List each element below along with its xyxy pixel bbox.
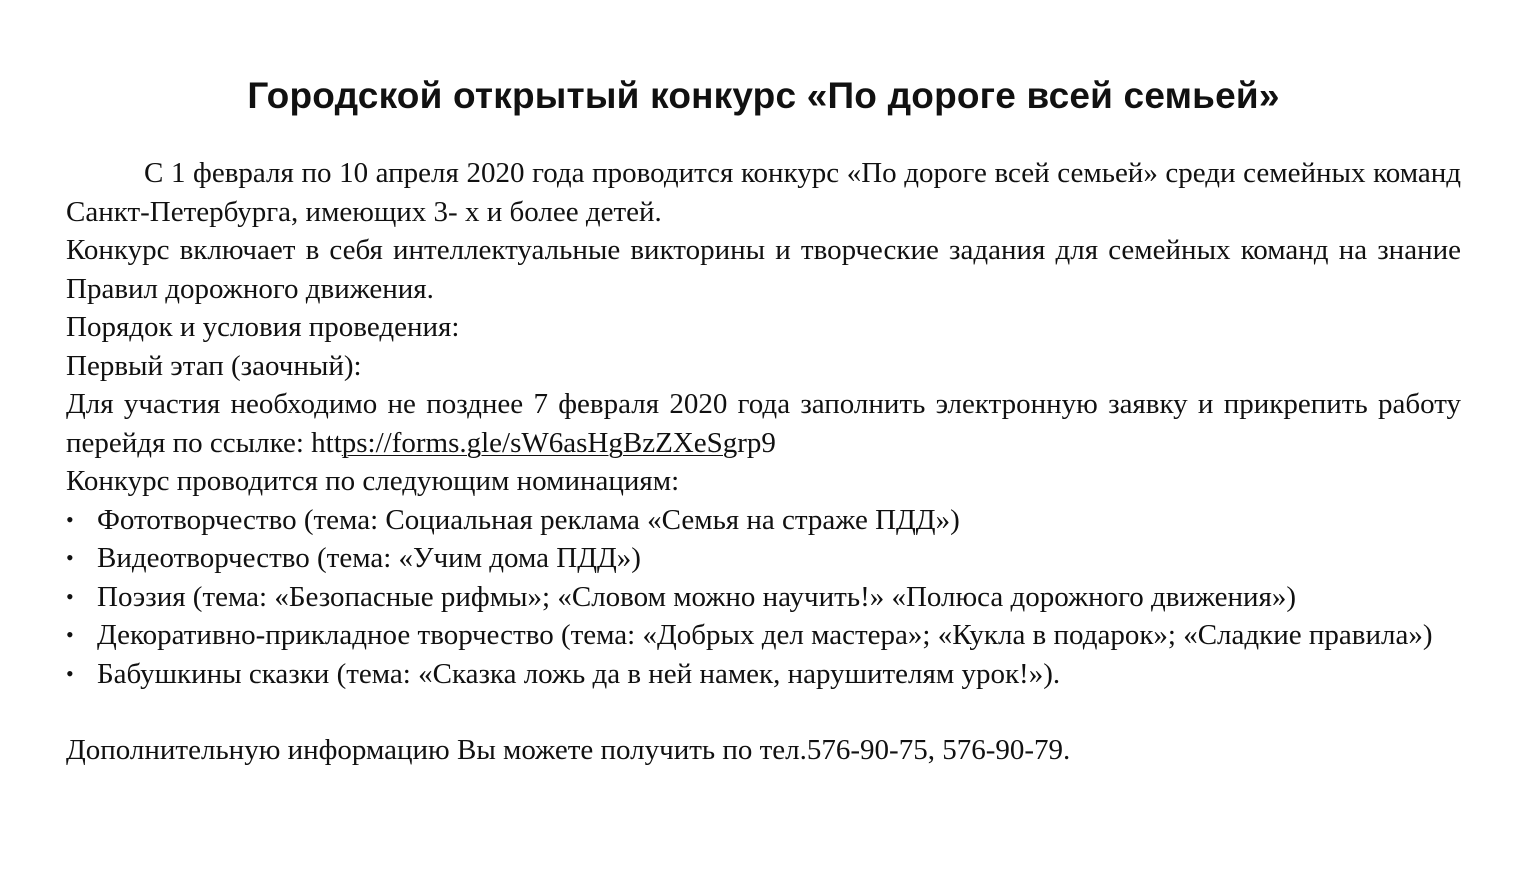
nominations-list <box>66 501 1461 694</box>
nomination-photo: Фототворчество (тема: Социальная реклама «Семья на страже ПДД») <box>97 503 960 536</box>
list-item <box>66 655 1461 694</box>
procedure-heading: Порядок и условия проведения: <box>66 311 460 343</box>
list-item <box>66 501 1461 540</box>
participation-paragraph <box>66 385 1461 462</box>
list-item <box>66 539 1461 578</box>
bullet-icon: • <box>66 622 74 647</box>
bullet-icon: • <box>66 660 74 686</box>
list-item <box>66 616 1461 655</box>
participation-link-tail: rp9 <box>737 426 776 459</box>
participation-text: Для участия необходимо не позднее 7 февраля 2020 года заполнить электронную заявку и прикрепить работу перейдя по ссылке: htt <box>66 388 1461 459</box>
stage-one-heading: Первый этап (заочный): <box>66 349 362 382</box>
list-item <box>66 578 1461 617</box>
nomination-poetry: Поэзия (тема: «Безопасные рифмы»; «Словом можно научить!» «Полюса дорожного движения») <box>97 580 1297 613</box>
description-paragraph: Конкурс включает в себя интеллектуальные викторины и творческие задания для семейных команд на знание Правил дорожного движения. <box>66 234 1461 305</box>
bullet-icon: • <box>66 583 74 609</box>
nomination-crafts: Декоративно-прикладное творчество (тема: «Добрых дел мастера»; «Кукла в подарок»; «Сладкие правила») <box>97 619 1433 651</box>
intro-paragraph: С 1 февраля по 10 апреля 2020 года проводится конкурс «По дороге всей семьей» среди семейных команд Санкт-Петербурга, имеющих 3- х и более детей. <box>66 157 1461 228</box>
nominations-intro: Конкурс проводится по следующим номинациям: <box>66 465 680 497</box>
nomination-video: Видеотворчество (тема: «Учим дома ПДД») <box>97 542 641 574</box>
registration-form-link[interactable]: ps://forms.gle/sW6asHgBzZXeSg <box>341 426 738 459</box>
bullet-icon: • <box>66 545 74 570</box>
nomination-tales: Бабушкины сказки (тема: «Сказка ложь да в ней намек, нарушителям урок!»). <box>97 657 1061 690</box>
document-page <box>66 72 1461 770</box>
bullet-icon: • <box>66 506 74 532</box>
contact-info: Дополнительную информацию Вы можете получить по тел.576-90-75, 576-90-79. <box>66 734 1071 766</box>
document-body <box>66 154 1461 770</box>
document-title: Городской открытый конкурс «По дороге всей семьей» <box>247 75 1280 116</box>
